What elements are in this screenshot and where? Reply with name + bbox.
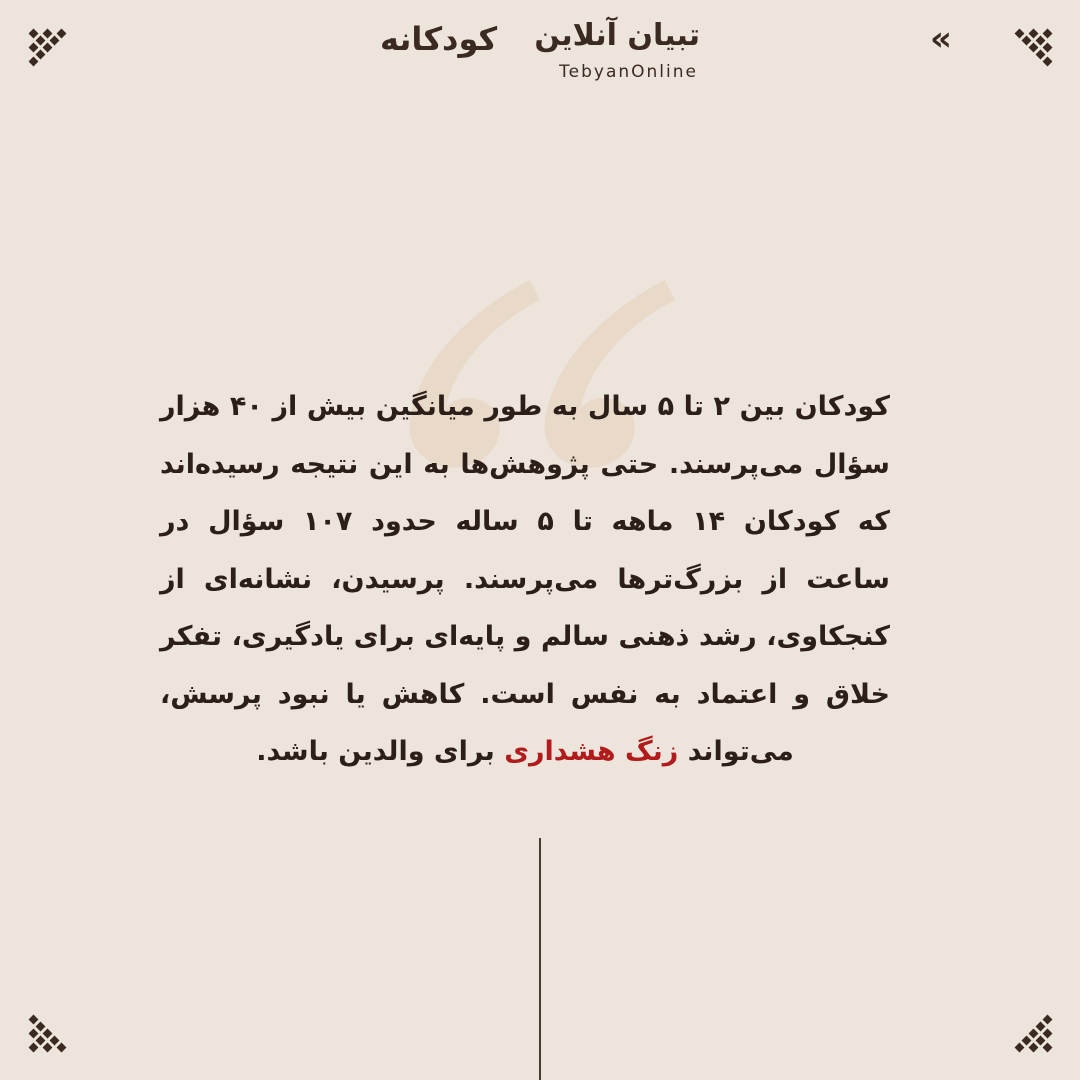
body-paragraph [160,378,890,781]
logo-kids-text: کودکانه [380,20,498,58]
corner-dots-icon-bottom-right [1014,1014,1054,1054]
corner-dots-icon-top-right [1014,28,1054,68]
logo-main-text: تبیان آنلاین [534,18,700,53]
chevron-double-left-icon[interactable]: « [930,19,952,59]
vertical-divider [539,838,541,1080]
corner-dots-icon-bottom-left [28,1014,68,1054]
tebyan-logo [380,18,700,88]
highlight-warning-text: زنگ هشداری [504,736,679,767]
logo-english-text: TebyanOnline [559,62,698,82]
paragraph-text-before: کودکان بین ۲ تا ۵ سال به طور میانگین بیش از ۴۰ هزار سؤال می‌پرسند. حتی پژوهش‌ها به این نتیجه رسیده‌اند که کودکان ۱۴ ماهه تا ۵ ساله حدود ۱۰۷ سؤال در ساعت از بزرگ‌ترها می‌پرسند. پرسیدن، نشانه‌ای از کنجکاوی، رشد ذهنی سالم و پایه‌ای برای یادگیری، تفکر خلاق و اعتماد به نفس است. کاهش یا نبود پرسش، می‌تواند [160,391,890,767]
paragraph-text-after: برای والدین باشد. [256,736,495,767]
corner-dots-icon-top-left [28,28,68,68]
